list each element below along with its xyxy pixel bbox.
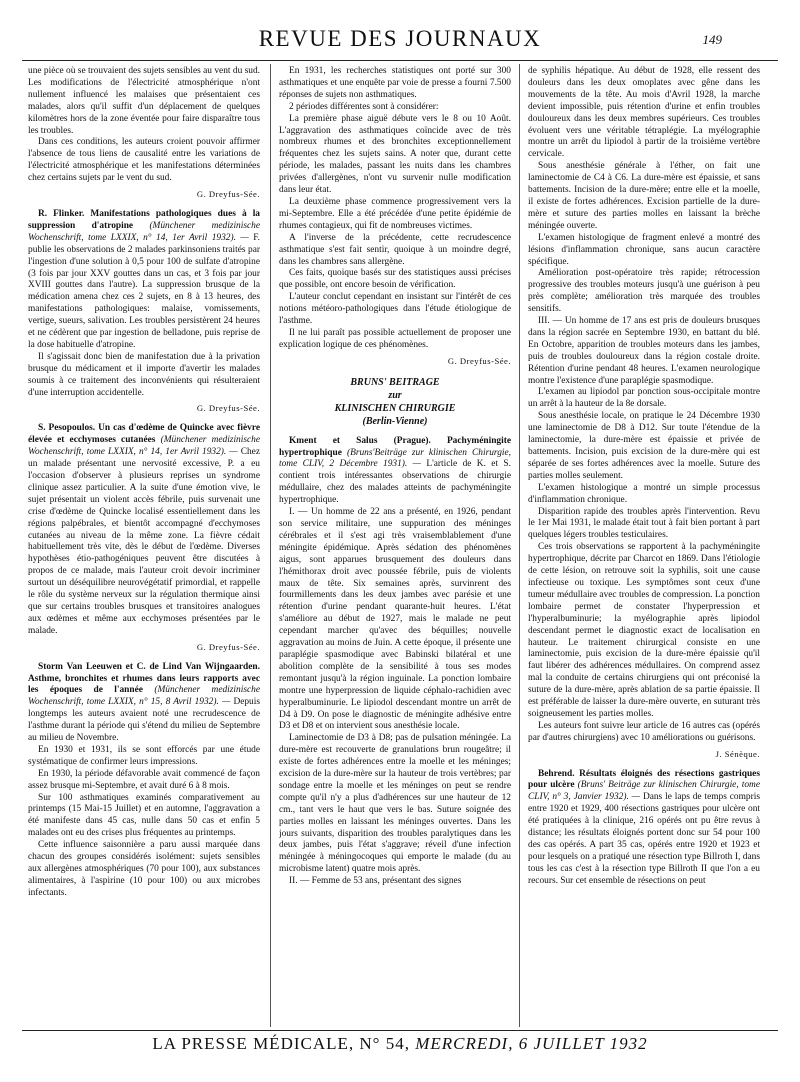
- article-text: Depuis longtemps les auteurs avaient noté une recrudescence de l'asthme durant la période qui s'étend du milieu de Septembre au milieu de Novembre.: [28, 697, 260, 744]
- article-title: Kment et Salus (Prague). Pachyméningite hypertrophique: [279, 435, 511, 458]
- paragraph: En 1930, la période défavorable avait commencé de façon assez brusque mi-Septembre, et avait duré 6 à 8 mois.: [28, 768, 260, 791]
- paragraph: 2 périodes différentes sont à considérer:: [289, 101, 439, 112]
- section-heading-line: BRUNS' BEITRAGE: [350, 376, 440, 388]
- column-3: [528, 66, 760, 1026]
- paragraph: Il ne lui paraît pas possible actuellement de proposer une explication logique de ces phénomènes.: [279, 327, 511, 350]
- paragraph: L'auteur conclut cependant en insistant sur l'intérêt de ces notions météoro-pathologiques dans l'étude étiologique de l'asthme.: [279, 292, 511, 327]
- paragraph: Amélioration post-opératoire très rapide; rétrocession progressive des troubles moteurs jusqu'à une guérison à peu près complète; amélioration très marquée des troubles sensitifs.: [528, 268, 760, 315]
- paragraph: une pièce où se trouvaient des sujets sensibles au vent du sud. Les modifications de l'électricité atmosphérique n'ont nullement influencé les malaises que présentaient ces malades, alors qu'il suffit d'un déplacement de quelques kilomètres hors de la zone éventée pour faire disparaître tous les troubles.: [28, 66, 260, 136]
- article-source: (Münchener medizinische Wochenschrift, tome LXXIX, n° 14, 1er Avril 1932). —: [28, 435, 260, 458]
- article-abstract: [528, 769, 760, 888]
- paragraph: Ces trois observations se rapportent à la pachyméningite hypertrophique, décrite par Charcot en 1869. Dans l'étiologie de cette lésion, on retrouve soit la syphilis, soit une cause infectieuse ou toxique. Les symptômes sont ceux d'une tumeur médullaire avec troubles de compression. La ponction lombaire permet de constater l'hyperpression et l'hyperalbuminurie; la myélographie après lipiodol descendant permet le diagnostic exact de localisation en hauteur. Le traitement chirurgical consiste en une laminectomie, puis excision de la dure-mère épaissie qu'il faut libérer des adhérences médullaires. On comprend assez mal la conduite de certains chirurgiens qui ont préconisé la suture de la dure-mère, après ablation de sa partie épaissie. Il est préférable de laisser la dure-mère ouverte, en suturant très soigneusement les parties molles.: [528, 542, 760, 719]
- journal-page: [22, 0, 778, 1082]
- paragraph: En 1930 et 1931, ils se sont efforcés par une étude systématique de confirmer leurs impressions.: [28, 744, 260, 767]
- author-signature: G. Dreyfus-Sée.: [196, 641, 260, 652]
- page-footer: [22, 1034, 778, 1054]
- author-signature: G. Dreyfus-Sée.: [447, 355, 511, 366]
- paragraph: L'examen au lipiodol par ponction sous-occipitale montre un arrêt à la hauteur de la 8e dorsale.: [528, 387, 760, 410]
- paragraph: A l'inverse de la précédente, cette recrudescence asthmatique s'est fait sentir, quoique à un moindre degré, dans les chambres sans allergène.: [279, 232, 511, 267]
- paragraph: Cette influence saisonnière a paru aussi marquée dans chacun des groupes considérés isolément: sujets sensibles aux allergènes atmosphériques (70 pour 100), aux substances alimentaires, à l'aspirine (10 pour 100) ou aux microbes infectants.: [28, 840, 260, 898]
- article-text: F. publie les observations de 2 malades parkinsoniens traités par l'ingestion d'une solution à 0,5 pour 100 de sulfate d'atropine (3 fois par jour XXV gouttes dans un cas, et 3 fois par jour XVIII gouttes dans l'autre). La suppression brusque de la médication amena chez ces 2 sujets, en 8 à 13 heures, des manifestations pathologiques: malaise, vomissements, vertige, sueurs, salivation. Les troubles persistèrent 24 heures et ne cédèrent que par ingestion de belladone, puis reprise de la dose habituelle d'atropine.: [28, 232, 260, 350]
- paragraph: Sous anesthésie locale, on pratique le 24 Décembre 1930 une laminectomie de D8 à D12. Sur toute l'étendue de la laminectomie, la dure-mère est épaissie et privée de battements. Incision, puis excision de la dure-mère qui est séparée de ses fortes adhérences avec la moelle. Suture des parties molles seulement.: [528, 411, 760, 481]
- article-text: L'article de K. et S. contient trois intéressantes observations de chirurgie médullaire, chez des malades atteints de pachyméningite hypertrophique.: [279, 459, 511, 506]
- journal-section-heading: [279, 376, 511, 428]
- paragraph: Ces faits, quoique basés sur des statistiques aussi précises que possible, ont encore besoin de vérification.: [279, 268, 511, 291]
- running-title: REVUE DES JOURNAUX: [258, 26, 542, 51]
- header-rule: [22, 60, 778, 61]
- paragraph: III. — Un homme de 17 ans est pris de douleurs brusques dans la région sacrée en Septembre 1930, en battant du blé. En Octobre, apparition de troubles moteurs dans les jambes, puis de troubles douloureux dans la région costale droite. Rétention d'urine pendant 48 heures. L'examen neurologique montre l'existence d'une paraplégie spasmodique.: [528, 316, 760, 386]
- footer-rule: [22, 1030, 778, 1031]
- paragraph: Sous anesthésie générale à l'éther, on fait une laminectomie de C4 à C6. La dure-mère est épaissie, et sans battements. Incision de la dure-mère; entre elle et la moelle, il existe de fortes adhérences. Excision partielle de la dure-mère et suture des parties molles en laissant la brèche méningée ouverte.: [528, 161, 760, 231]
- article-text: Chez un malade présentant une nervosité excessive, P. a eu l'occasion d'observer à plusieurs reprises un syndrome clinique assez particulier. A la suite d'une émotion vive, le sujet présentait un violent accès fébrile, puis survenait une crise d'œdème de Quincke localisé essentiellement dans les régions palpébrales, et bientôt accompagné d'ecchymoses cutanées au niveau de la même zone. La fièvre cédait habituellement très vite, dès le début de l'œdème. Diverses hypothèses étio-pathogéniques peuvent être discutées à propos de ce malade, mais l'auteur croit devoir incriminer surtout un déséquilibre neurovégétatif primordial, et rappelle le rôle du système nerveux sur la régulation thermique ainsi que sur certains troubles brusques et transitoires analogues aux œdèmes et même aux ecchymoses présentées par le malade.: [28, 447, 260, 636]
- column-2: [279, 66, 511, 1026]
- article-title: Behrend. Résultats éloignés des résections gastriques pour ulcère: [528, 768, 760, 791]
- section-heading-line: zur: [388, 389, 402, 401]
- page-number: 149: [702, 32, 722, 47]
- article-source: (Bruns' Beiträge zur klinischen Chirurgie, tome CLIV, n° 3, Janvier 1932). —: [528, 780, 760, 803]
- article-abstract: [279, 436, 511, 507]
- paragraph: II. — Femme de 53 ans, présentant des signes: [289, 876, 462, 887]
- column-1: [28, 66, 260, 1026]
- article-title: S. Pesopoulos. Un cas d'œdème de Quincke avec fièvre élevée et ecchymoses cutanées: [28, 423, 260, 446]
- author-signature: G. Dreyfus-Sée.: [196, 403, 260, 414]
- section-heading-line: (Berlin-Vienne): [362, 415, 428, 427]
- author-signature: J. Sénèque.: [715, 748, 760, 759]
- paragraph: Sur 100 asthmatiques examinés comparativement au printemps (15 Mai-15 Juillet) et en automne, l'aggravation a été manifeste dans 45 cas, nulle dans 50 cas et enfin 5 malades ont eu des crises plus fréquentes au printemps.: [28, 792, 260, 839]
- paragraph: L'examen histologique a montré un simple processus d'inflammation chronique.: [528, 482, 760, 505]
- column-divider: [519, 64, 520, 1027]
- paragraph: Laminectomie de D3 à D8; pas de pulsation méningée. La dure-mère est recouverte de granulations brun rougeâtre; il existe de fortes adhérences entre la moelle et les méninges; excision de la dure-mère sur la hauteur de trois vertèbres; par sondage entre la moelle et les méninges on peut se rendre compte qu'il n'y a plus d'adhérences sur une hauteur de 12 cm., tant vers le haut que vers le bas. Suture soignée des parties molles en laissant les méninges ouvertes. Dans les jours suivants, disparition des troubles paralytiques dans les deux jambes, puis l'état s'aggrave; réveil d'une infection méningée à méningocoques qui emporte le malade (du au microbisme latent) quatre mois après.: [279, 733, 511, 875]
- article-title: Storm Van Leeuwen et C. de Lind Van Wijngaarden. Asthme, bronchites et rhumes dans leurs rapports avec les époques de l'année: [28, 661, 260, 696]
- paragraph: de syphilis hépatique. Au début de 1928, elle ressent des douleurs dans les deux omoplates avec gêne dans les mouvements de la tête. Au mois d'Avril 1928, la marche devient impossible, puis rétention d'urine et enfin troubles douloureux dans les deux membres supérieurs. Ces troubles évoluent vers une véritable tétraplégie. La myélographie montre un arrêt du lipiodol à partir de la troisième vertèbre cervicale.: [528, 66, 760, 160]
- paragraph: Disparition rapide des troubles après l'intervention. Revu le 1er Mai 1931, le malade était tout à fait bien portant à part quelques légers troubles testiculaires.: [528, 506, 760, 541]
- paragraph: Il s'agissait donc bien de manifestation due à la privation brusque du médicament et il importe d'avertir les malades soumis à ce traitement des inconvénients qui résulteraient d'une interruption accidentelle.: [28, 351, 260, 398]
- article-abstract: [28, 209, 260, 352]
- footer-journal: LA PRESSE MÉDICALE, N° 54,: [152, 1034, 410, 1053]
- paragraph: L'examen histologique de fragment enlevé a montré des lésions d'inflammation chronique, sans aucun caractère spécifique.: [528, 232, 760, 267]
- article-abstract: [28, 423, 260, 637]
- paragraph: I. — Un homme de 22 ans a présenté, en 1926, pendant son service militaire, une suppuration des méninges cérébrales et il s'est agi très vraisemblablement d'une méningite épidémique. Après sédation des phénomènes aigus, sont apparues brusquement des douleurs dans l'hémithorax droit avec poussée fébrile, puis de violents maux de tête. Six semaines après, survinrent des fourmillements dans les deux jambes avec parésie et une rétention d'urine pendant quarante-huit heures. L'état s'améliore au début de 1927, mais le malade ne peut cependant marcher qu'avec des béquilles; nouvelle aggravation au moins de Juin. A cette époque, il présente une paraplégie spasmodique avec Babinski bilatéral et une abolition complète de la sensibilité à tous ses modes remontant jusqu'à la région inguinale. La ponction lombaire montre une hyperpression de liquide céphalo-rachidien avec hyperalbuminurie. Le lipiodol descendant montre un arrêt de D4 à D9. On pose le diagnostic de méningite adhésive entre D3 et D8 et on intervient sous anesthésie locale.: [279, 507, 511, 732]
- paragraph: Dans ces conditions, les auteurs croient pouvoir affirmer l'absence de tous liens de causalité entre les variations de l'électricité atmosphérique et les manifestations déterminées chez certains sujets par le vent du sud.: [28, 137, 260, 184]
- article-source: (Bruns'Beiträge zur klinischen Chirurgie, tome CLIV, 2 Décembre 1931). —: [279, 447, 511, 470]
- column-divider: [270, 64, 271, 1027]
- paragraph: En 1931, les recherches statistiques ont porté sur 300 asthmatiques et une enquête par voie de presse a fourni 7.500 réponses de sujets non asthmatiques.: [279, 66, 511, 100]
- article-title: R. Flinker. Manifestations pathologiques dues à la suppression d'atropine: [28, 208, 260, 231]
- paragraph: La deuxième phase commence progressivement vers la mi-Septembre. Elle a été précédée d'une petite épidémie de rhumes contagieux, qui fit de nombreuses victimes.: [279, 196, 511, 231]
- author-signature: G. Dreyfus-Sée.: [196, 189, 260, 200]
- page-header: [22, 24, 778, 58]
- footer-date: MERCREDI, 6 JUILLET 1932: [415, 1034, 648, 1053]
- article-abstract: [28, 662, 260, 745]
- paragraph: La première phase aiguë débute vers le 8 ou 10 Août. L'aggravation des asthmatiques coïncide avec de très nombreux rhumes et des bronchites exceptionnellement fréquentes chez les sujets sains. A noter que, durant cette période, les malades, passant les nuits dans les chambres privées d'allergènes, n'ont vu survenir nulle modification dans leur état.: [279, 113, 511, 196]
- section-heading-line: KLINISCHEN CHIRURGIE: [334, 402, 456, 414]
- article-text: Dans le laps de temps compris entre 1920 et 1929, 400 résections gastriques pour ulcère ont été pratiquées à la clinique, 216 opérés ont pu être revus à distance; les résultats éloignés portent donc sur 54 pour 100 des cas opérés. A part 35 cas, opérés entre 1920 et 1923 et pour lesquels on a pratiqué une résection type Billroth I, dans tous les cas c'est à la résection type Billroth II que l'on a eu recours. Sur cet ensemble de résections on peut: [528, 792, 760, 886]
- paragraph: Les auteurs font suivre leur article de 16 autres cas (opérés par d'autres chirurgiens) avec 10 améliorations ou guérisons.: [528, 720, 760, 743]
- article-source: (Münchener medizinische Wochenschrift, tome LXXIX, n° 15, 8 Avril 1932). —: [28, 685, 260, 708]
- article-source: (Münchener medizinische Wochenschrift, tome LXXIX, n° 14, 1er Avril 1932). —: [28, 220, 260, 243]
